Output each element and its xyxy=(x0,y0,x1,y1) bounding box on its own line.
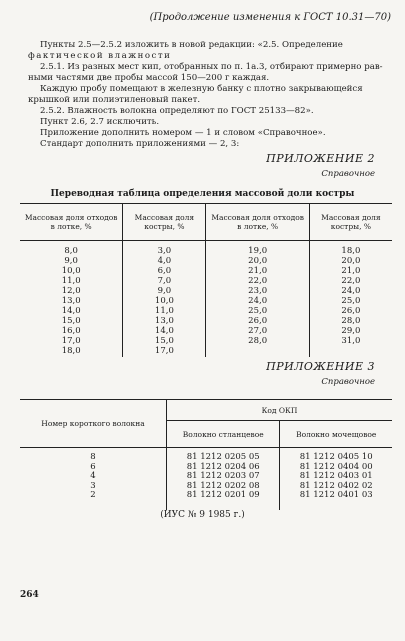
table-1-column-1 xyxy=(20,241,123,357)
table-cell: 14,0 xyxy=(61,306,81,316)
table-cell: 26,0 xyxy=(248,316,268,326)
table-cell: 81 1212 0404 00 xyxy=(299,461,373,472)
table-cell: 3 xyxy=(90,480,96,491)
table-2-group-header: Код ОКП xyxy=(167,400,393,421)
table-cell: 8,0 xyxy=(64,246,78,256)
table-cell: 21,0 xyxy=(341,266,361,276)
table-cell: 9,0 xyxy=(157,286,172,296)
table-cell: 10,0 xyxy=(61,266,81,276)
table-2-subheader-2: Волокно мочещовое xyxy=(280,421,392,448)
table-2-column-1 xyxy=(20,448,167,510)
table-cell: 25,0 xyxy=(248,306,268,316)
paragraph-8: Пункт 2.6, 2.7 исключить. xyxy=(40,117,160,127)
paragraph-1: Пункты 2.5—2.5.2 изложить в новой редакции: «2.5. Определение xyxy=(40,40,343,50)
table-cell: 81 1212 0202 08 xyxy=(186,480,260,491)
table-1-header-1: Массовая доля отходов в лотке, % xyxy=(20,204,123,241)
appendix-2-title: ПРИЛОЖЕНИЕ 2 xyxy=(266,152,375,165)
table-cell: 15,0 xyxy=(154,336,174,346)
table-cell: 18,0 xyxy=(341,246,361,256)
paragraph-7: 2.5.2. Влажность волокна определяют по ГОСТ 25133—82». xyxy=(40,106,314,116)
table-cell: 8 xyxy=(90,452,96,462)
table-cell: 10,0 xyxy=(154,296,174,306)
table-cell: 6 xyxy=(90,461,96,472)
table-1-column-2 xyxy=(123,241,206,357)
paragraph-2: фактической влажности xyxy=(28,51,172,61)
table-cell: 81 1212 0201 09 xyxy=(186,490,260,500)
table-2-row-header: Номер короткого волокна xyxy=(20,400,167,448)
table-cell: 29,0 xyxy=(341,326,361,336)
table-cell: 3,0 xyxy=(157,246,172,256)
table-2-column-2 xyxy=(167,448,280,510)
table-cell: 81 1212 0203 07 xyxy=(186,471,260,481)
table-cell: 28,0 xyxy=(341,316,361,326)
table-cell: 4,0 xyxy=(157,256,172,266)
table-cell: 20,0 xyxy=(248,256,268,266)
table-cell: 17,0 xyxy=(61,336,81,346)
table-cell: 81 1212 0402 02 xyxy=(299,480,373,491)
table-2-subheader-1: Волокно стланцевое xyxy=(167,421,280,448)
footnote: (ИУС № 9 1985 г.) xyxy=(160,510,245,520)
table-cell: 23,0 xyxy=(248,286,268,296)
paragraph-6: крышкой или полиэтиленовый пакет. xyxy=(28,95,201,105)
table-cell: 4 xyxy=(90,471,96,481)
appendix-3-heading xyxy=(266,360,375,387)
table-cell: 19,0 xyxy=(248,246,268,256)
table-cell: 81 1212 0401 03 xyxy=(299,490,373,500)
table-cell: 28,0 xyxy=(248,336,268,346)
table-cell: 9,0 xyxy=(64,256,78,266)
table-1-header-3: Массовая доля отходов в лотке, % xyxy=(206,204,309,241)
table-cell: 13,0 xyxy=(61,296,81,306)
table-2-column-3 xyxy=(280,448,392,510)
conversion-table xyxy=(20,203,392,357)
table-1-header-4: Массовая доля костры, % xyxy=(309,204,392,241)
table-cell: 12,0 xyxy=(61,286,81,296)
table-cell: 81 1212 0405 10 xyxy=(299,452,373,462)
table-cell: 25,0 xyxy=(341,296,361,306)
table-cell: 26,0 xyxy=(341,306,361,316)
table-cell: 14,0 xyxy=(154,326,174,336)
table-cell: 13,0 xyxy=(154,316,174,326)
table-cell: 22,0 xyxy=(341,276,361,286)
appendix-3-title: ПРИЛОЖЕНИЕ 3 xyxy=(266,360,375,373)
page-number: 264 xyxy=(20,590,39,600)
okp-code-table xyxy=(20,399,392,510)
paragraph-5: Каждую пробу помещают в железную банку с плотно закрывающейся xyxy=(40,84,363,94)
paragraph-10: Стандарт дополнить приложениями — 2, 3: xyxy=(40,139,240,149)
table-cell: 18,0 xyxy=(61,346,81,356)
table-cell: 24,0 xyxy=(248,296,268,306)
table-cell: 22,0 xyxy=(248,276,268,286)
paragraph-4: ными частями две пробы массой 150—200 г каждая. xyxy=(28,73,270,83)
table-cell: 11,0 xyxy=(61,276,81,286)
table-cell: 81 1212 0205 05 xyxy=(186,452,260,462)
table-cell: 15,0 xyxy=(61,316,81,326)
table-cell: 24,0 xyxy=(341,286,361,296)
table-cell: 16,0 xyxy=(61,326,81,336)
table-cell: 11,0 xyxy=(154,306,174,316)
paragraph-3: 2.5.1. Из разных мест кип, отобранных по п. 1а.3, отбирают примерно рав- xyxy=(40,62,383,72)
appendix-2-heading xyxy=(266,152,375,179)
table-1-header-2: Массовая доля костры, % xyxy=(123,204,206,241)
table-cell: 31,0 xyxy=(341,336,361,346)
table-cell: 20,0 xyxy=(341,256,361,266)
table-1-column-3 xyxy=(206,241,309,357)
appendix-3-subtitle: Справочное xyxy=(321,377,375,387)
table-cell: 27,0 xyxy=(248,326,268,336)
table-1-title: Переводная таблица определения массовой доли костры xyxy=(50,189,355,199)
table-cell: 17,0 xyxy=(154,346,174,356)
table-1-column-4 xyxy=(309,241,392,357)
continuation-header: (Продолжение изменения к ГОСТ 10.31—70) xyxy=(149,12,391,23)
table-cell: 21,0 xyxy=(248,266,268,276)
table-cell: 81 1212 0204 06 xyxy=(186,461,260,472)
table-cell: 81 1212 0403 01 xyxy=(299,471,373,481)
table-cell: 6,0 xyxy=(157,266,172,276)
table-cell: 7,0 xyxy=(157,276,172,286)
paragraph-9: Приложение дополнить номером — 1 и словом «Справочное». xyxy=(40,128,326,138)
table-cell: 2 xyxy=(90,490,96,500)
appendix-2-subtitle: Справочное xyxy=(321,169,375,179)
